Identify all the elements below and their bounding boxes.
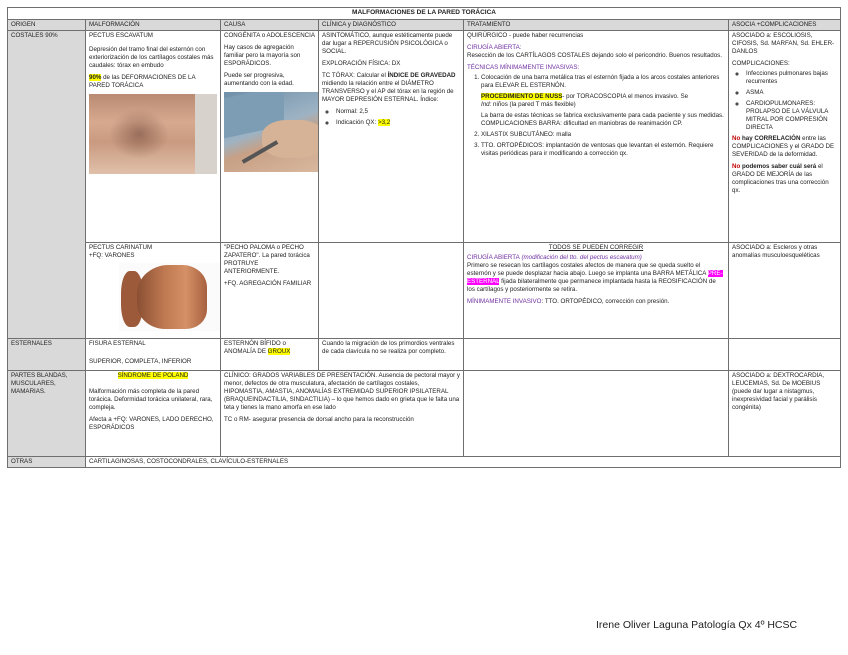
clin-3-pre: TC TÓRAX: Calcular el	[322, 72, 388, 79]
col-header-asocia: ASOCIA +COMPLICACIONES	[729, 20, 841, 31]
causa-1: CONGÉNITA o ADOLESCENCIA	[224, 32, 316, 39]
malf-desc: Depresión del tramo final del esternón con exteriorización de los cartílagos costales más caudales: tórax en embudo	[89, 46, 214, 69]
poland-causa-2: TC o RM- asegurar presencia de dorsal ancho para la reconstrucción	[224, 416, 414, 423]
malf-carinatum-title: PECTUS CARINATUM	[89, 244, 153, 251]
trat-compl: COMPLICACIONES BARRA: dificultad en maniobras de reanimación CP.	[481, 120, 683, 127]
table-row-otras	[8, 457, 841, 468]
clinica-cell-esternales: Cuando la migración de los primordios ventrales de cada clavícula no se realiza por completo.	[319, 339, 464, 371]
trat-li-2: 2. XILASTIX SUBCUTÁNEO: malla	[481, 131, 725, 139]
clin-1: ASINTOMÁTICO, aunque estéticamente puede dar lugar a REPERCUSIÓN PSICOLÓGICA o SOCIAL.	[322, 32, 453, 55]
asocia-cell-poland: ASOCIADO a: DEXTROCARDIA, LEUCEMIAS, Sd. De MOEBIUS (puede dar lugar a nistagmus, inexpresividad facial y parálisis congénita)	[729, 371, 841, 457]
malformacion-cell-carinatum	[86, 243, 221, 339]
col-header-tratamiento: TRATAMIENTO	[464, 20, 729, 31]
causa-cell-esternales: ESTERNÓN BÍFIDO o ANOMALÍA DE GROUX	[221, 339, 319, 371]
poland-malf-2: Afecta a +FQ: VARONES, LADO DERECHO, ESPORÁDICOS	[89, 416, 214, 431]
origen-otras: OTRAS	[8, 457, 86, 468]
table-row-pectus-excavatum	[8, 31, 841, 243]
clin-indicacion: ◦ Indicación QX: >3,2	[336, 119, 460, 127]
pectus-carinatum-photo	[119, 263, 221, 331]
poland-causa-1: CLÍNICO: GRADOS VARIABLES DE PRESENTACIÓN. Ausencia de pectoral mayor y menor, defectos de otra musculatura, afectación de cartílagos costales, HIPOMASTIA, AMASTIA, ANOMALÍAS EXTREMIDAD SUPERIOR IPSILATERAL (BRAQUEINDACTILIA, SINDACTILIA) – lo que hemos dado en grieta que le falta una teta y tienes la mano amorfa en ese lado	[224, 372, 461, 411]
trat-barra: La barra de estas técnicas se fabrica exclusivamente para cada paciente y sus medidas.	[481, 112, 724, 119]
malf-pct-rest: de las DEFORMACIONES DE LA PARED TORÁCICA	[89, 74, 196, 89]
trat-1: QUIRÚRGICO - puede haber recurrencias	[467, 32, 584, 39]
nuss-procedure: PROCEDIMIENTO DE NUSS	[481, 93, 563, 100]
clinica-cell-excavatum	[319, 31, 464, 243]
table-header-row	[8, 20, 841, 31]
asoc-compl-list: ◦ Infecciones pulmonares bajas recurrentes ◦ ASMA ◦ CARDIOPULMONARES: PROLAPSO DE LA VÁLVULA MITRAL POR COMPRESIÓN DIRECTA	[732, 70, 837, 132]
trat-ca-title: CIRUGÍA ABIERTA:	[467, 44, 522, 51]
malf-title: PECTUS ESCAVATUM	[89, 32, 153, 39]
malf-carinatum-sub: +FQ: VARONES	[89, 252, 135, 259]
author-signature: Irene Oliver Laguna Patología Qx 4º HCSC	[596, 619, 798, 631]
asocia-cell-carinatum: ASOCIADO a: Escleros y otras anomalías musculoesqueléticas	[729, 243, 841, 339]
table-row-pectus-carinatum	[8, 243, 841, 339]
malformacion-cell-excavatum	[86, 31, 221, 243]
malformacion-cell-esternales	[86, 339, 221, 371]
origen-partes-blandas: PARTES BLANDAS, MUSCULARES, MAMARIAS.	[8, 371, 86, 457]
trat-carinatum-title: TODOS SE PUEDEN CORREGIR	[548, 244, 644, 251]
clin-3-post: midiendo la relación entre el DIÁMETRO TRANSVERSO y el AP del tórax en la región de MAYOR DEPRESIÓN ESTERNAL. Índice:	[322, 80, 454, 103]
causa-cell-carinatum	[221, 243, 319, 339]
asoc-compl: COMPLICACIONES:	[732, 60, 790, 67]
esternales-malf-2: SUPERIOR, COMPLETA, INFERIOR	[89, 358, 192, 365]
trat-li-3: 3. TTO. ORTOPÉDICOS: implantación de ventosas que levantan el esternón. Requiere visitas periódicas para ir modificando a corrección qx.	[481, 142, 725, 158]
tratamiento-cell-excavatum	[464, 31, 729, 243]
clin-3-bold: ÍNDICE DE GRAVEDAD	[387, 72, 456, 79]
trat-mi-label: MÍNIMAMENTE INVASIVO	[467, 298, 542, 305]
trat-li-1: 1. Colocación de una barra metálica tras el esternón fijada a los arcos costales anteriores para ELEVAR EL ESTERNÓN. PROCEDIMIENTO DE NUSS- por TORACOSCOPIA el menos invasivo. Se Ind: niños (la pared T más flexible) La barra de estas técnicas se fabrica exclusivamente para cada paciente y sus medidas. COMPLICACIONES BARRA: dificultad en maniobras de reanimación CP.	[481, 74, 725, 128]
poland-title: SÍNDROME DE POLAND	[117, 372, 189, 379]
esternales-malf-1: FISURA ESTERNAL	[89, 340, 146, 347]
malformations-table	[7, 7, 841, 468]
origen-esternales: ESTERNALES	[8, 339, 86, 371]
asocia-cell-esternales	[729, 339, 841, 371]
clin-index-list	[322, 108, 460, 127]
trat-list	[467, 74, 725, 158]
pectus-excavatum-photo	[89, 94, 217, 174]
col-header-clinica: CLÍNICA y DIAGNÓSTICO	[319, 20, 464, 31]
groux-highlight: GROUX	[267, 348, 291, 355]
carinatum-causa-2: +FQ. AGREGACIÓN FAMILIAR	[224, 280, 312, 287]
trat-ca-desc: Resección de los CARTÍLAGOS COSTALES dejando solo el pericondrio. Buenos resultados.	[467, 52, 722, 59]
col-header-origen: ORIGEN	[8, 20, 86, 31]
tratamiento-cell-poland	[464, 371, 729, 457]
table-title-row	[8, 8, 841, 20]
malformacion-cell-poland	[86, 371, 221, 457]
malf-pct: 90%	[89, 74, 102, 81]
pre-esternal-highlight: PRE-ESTERNAL	[467, 270, 723, 285]
clinica-cell-carinatum	[319, 243, 464, 339]
trat-tmi-title: TÉCNICAS MÍNIMAMENTE INVASIVAS:	[467, 64, 580, 71]
causa-2: Hay casos de agregación familiar pero la mayoría son ESPORÁDICOS.	[224, 44, 301, 67]
col-header-causa: CAUSA	[221, 20, 319, 31]
indicacion-value: >3,2	[377, 119, 391, 126]
carinatum-causa-1: "PECHO PALOMA o PECHO ZAPATERO". La pared torácica PROTRUYE ANTERIORMENTE.	[224, 244, 310, 275]
origen-costales: COSTALES 90%	[8, 31, 86, 339]
trat-carinatum-ca: CIRUGÍA ABIERTA	[467, 254, 520, 261]
poland-malf-1: Malformación más completa de la pared torácica. Deformidad torácica unilateral, rara, compleja.	[89, 388, 213, 411]
causa-cell-poland	[221, 371, 464, 457]
table-row-esternales	[8, 339, 841, 371]
surgery-photo	[224, 92, 319, 172]
asoc-1: ASOCIADO a: ESCOLIOSIS, CIFOSIS, Sd. MARFAN, Sd. EHLER-DANLOS	[732, 32, 835, 55]
table-row-partes-blandas	[8, 371, 841, 457]
clin-2: EXPLORACIÓN FÍSICA: DX	[322, 60, 401, 67]
causa-cell-excavatum	[221, 31, 319, 243]
otras-malf: CARTILAGINOSAS, COSTOCONDRALES, CLAVÍCULO-ESTERNALES	[86, 457, 841, 468]
asocia-cell-excavatum: ASOCIADO a: ESCOLIOSIS, CIFOSIS, Sd. MARFAN, Sd. EHLER-DANLOS COMPLICACIONES: ◦ Infecciones pulmonares bajas recurrentes ◦ ASMA ◦ CARDIOPULMONARES: PROLAPSO DE LA VÁLVULA MITRAL POR COMPRESIÓN DIRECTA No hay CORRELACIÓN entre las COMPLICACIONES y el GRADO DE SEVERIDAD de la deformidad. No podemos saber cuál será el GRADO DE MEJORÍA de las complicaciones tras una corrección qx.	[729, 31, 841, 243]
tratamiento-cell-esternales	[464, 339, 729, 371]
causa-3: Puede ser progresiva, aumentando con la edad.	[224, 72, 294, 87]
tratamiento-cell-carinatum: TODOS SE PUEDEN CORREGIR CIRUGÍA ABIERTA (modificación del tto. del pectus escavatum) Primero se resecan los cartílagos costales afectos de manera que se queda suelto el esternón y se puede desplazar hacia abajo. Luego se implanta una BARRA METÁLICA PRE-ESTERNAL fijada bilateralmente que permanece implantada hasta la REOSIFICACIÓN de los cartílagos y posteriormente se retira. MÍNIMAMENTE INVASIVO: TTO. ORTOPÉDICO, corrección con presión.	[464, 243, 729, 339]
clin-normal: ◦ Normal: 2,5	[336, 108, 460, 116]
table-title: MALFORMACIONES DE LA PARED TORÁCICA	[8, 8, 841, 20]
col-header-malformacion: MALFORMACIÓN	[86, 20, 221, 31]
